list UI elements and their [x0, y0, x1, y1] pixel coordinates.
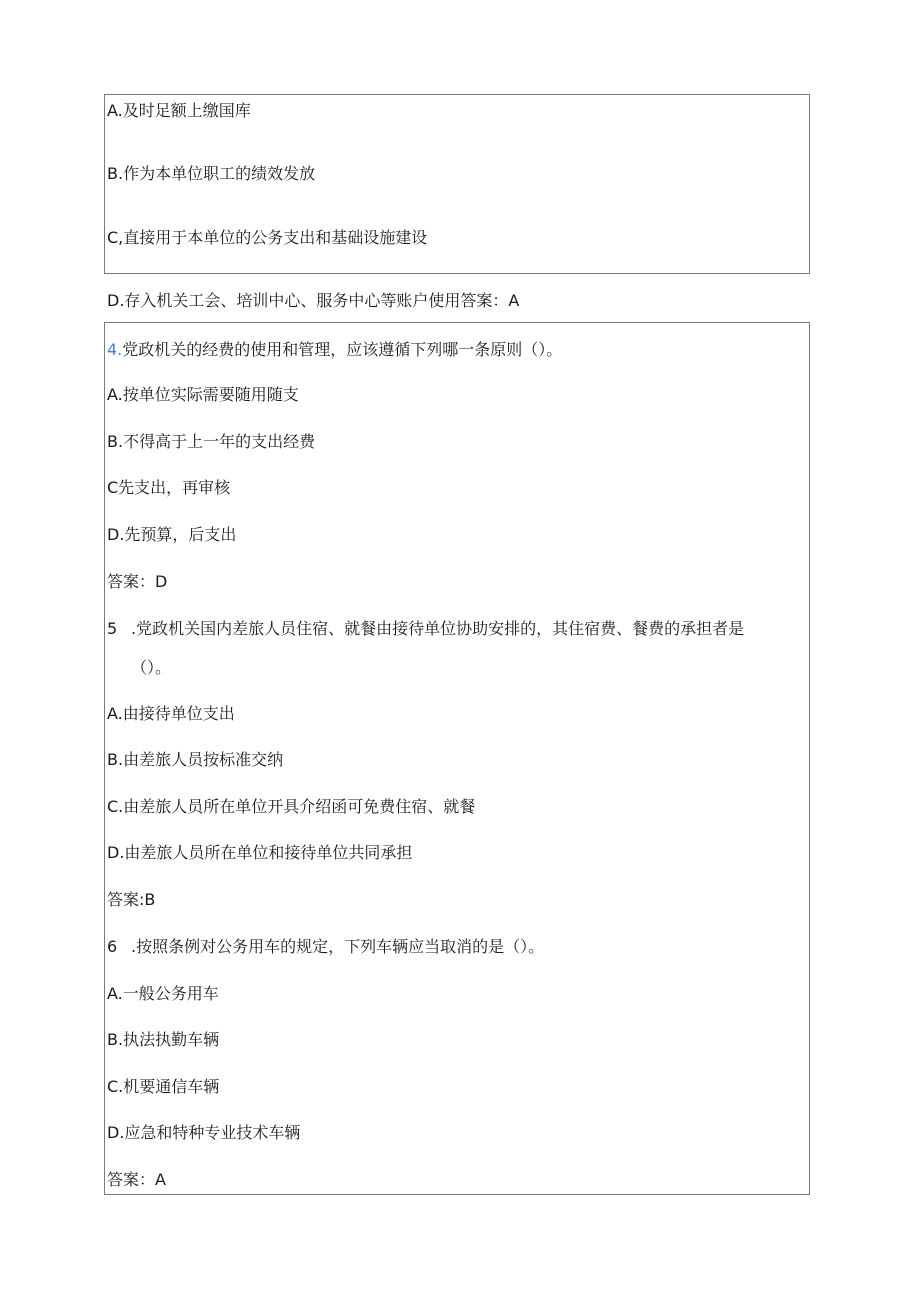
q6-option-a: A.一般公务用车: [107, 984, 219, 1003]
q5-answer: 答案:B: [107, 890, 156, 909]
question-6-number: 6: [107, 937, 118, 956]
q5-option-c: C.由差旅人员所在单位开具介绍函可免费住宿、就餐: [107, 797, 476, 816]
q6-option-c: C.机要通信车辆: [107, 1077, 220, 1096]
question-6: [107, 937, 544, 957]
q4-option-b: B.不得高于上一年的支出经费: [107, 432, 316, 451]
question-4-number: 4.: [107, 340, 123, 359]
question-6-text: .按照条例对公务用车的规定，下列车辆应当取消的是（）。: [131, 937, 545, 956]
question-4: [107, 340, 562, 360]
q6-option-d: D.应急和特种专业技术车辆: [107, 1123, 301, 1142]
question-5-text-continued: （）。: [131, 658, 172, 677]
q4-option-d: D.先预算，后支出: [107, 525, 237, 544]
question-5-number: 5: [107, 619, 118, 638]
q6-option-b: B.执法执勤车辆: [107, 1030, 220, 1049]
question-4-text: 党政机关的经费的使用和管理，应该遵循下列哪一条原则（）。: [122, 340, 563, 359]
q5-option-b: B.由差旅人员按标准交纳: [107, 750, 284, 769]
q4-option-c: C先支出，再审核: [107, 478, 231, 497]
q5-option-d: D.由差旅人员所在单位和接待单位共同承担: [107, 843, 413, 862]
question-5: [107, 619, 744, 639]
q4-option-a: A.按单位实际需要随用随支: [107, 385, 299, 404]
question-5-text: .党政机关国内差旅人员住宿、就餐由接待单位协助安排的，其住宿费、餐费的承担者是: [131, 619, 745, 638]
q6-answer: 答案：A: [107, 1170, 166, 1189]
option-c: C,直接用于本单位的公务支出和基础设施建设: [107, 228, 428, 247]
q4-answer: 答案：D: [107, 572, 168, 591]
option-b: B.作为本单位职工的绩效发放: [107, 164, 316, 183]
option-a: A.及时足额上缴国库: [107, 101, 251, 120]
option-d-with-answer: D.存入机关工会、培训中心、服务中心等账户使用答案：A: [107, 291, 520, 310]
q5-option-a: A.由接待单位支出: [107, 704, 235, 723]
